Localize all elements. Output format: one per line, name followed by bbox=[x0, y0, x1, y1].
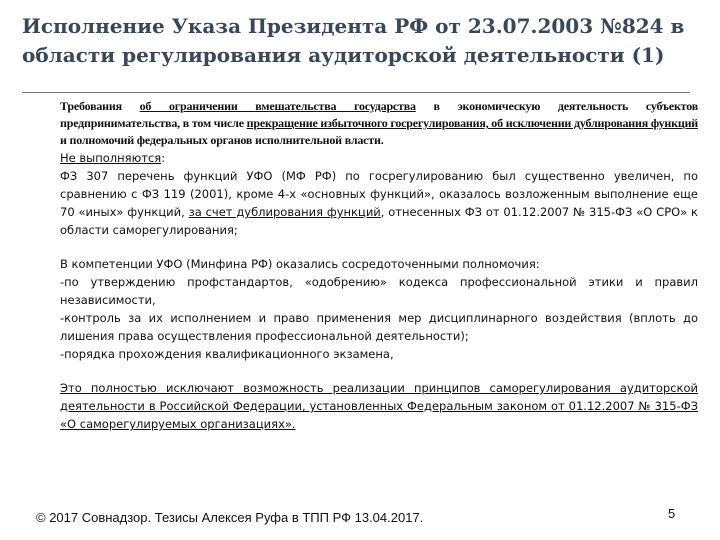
requirement-text-1: Требования bbox=[60, 99, 140, 113]
fz307-text-1: ФЗ 307 перечень функций УФО (МФ РФ) по госрегулированию был существенно увеличен, по сравнению с ФЗ 119 (2001), кроме 4-х «основных функций», оказалось возложенным выполнение еще 70 «иных» функций, bbox=[60, 169, 698, 219]
requirement-text-2: в экономическую деятельность субъектов предпринимательства, в том числе bbox=[60, 99, 698, 130]
footer-copyright: © 2017 Совнадзор. Тезисы Алексея Руфа в ТПП РФ 13.04.2017. bbox=[36, 510, 424, 525]
slide-title: Исполнение Указа Президента РФ от 23.07.2003 №824 в области регулирования аудиторской деятельности (1) bbox=[22, 14, 685, 67]
page-number: 5 bbox=[668, 506, 676, 521]
not-done-label: Не выполняются bbox=[60, 151, 162, 165]
requirement-underlined-1: об ограничении вмешательства государства bbox=[139, 99, 416, 113]
requirement-underlined-2: прекращение избыточного госрегулирования, об исключении дублирования функций bbox=[246, 116, 698, 130]
competence-item: -порядка прохождения квалификационного экзамена, bbox=[60, 347, 394, 361]
conclusion-paragraph: Это полностью исключают возможность реализации принципов саморегулирования аудиторской деятельности в Российской Федерации, установленных Федеральным законом от 01.12.2007 № 315-ФЗ «О саморегулируемых организациях». bbox=[60, 381, 698, 431]
fz307-paragraph bbox=[60, 167, 698, 239]
not-done-line bbox=[60, 149, 698, 167]
fz307-underlined: за счет дублирования функций bbox=[188, 205, 381, 219]
requirement-text-3: и полномочий федеральных органов исполнительной власти. bbox=[60, 133, 384, 147]
title-divider bbox=[22, 92, 690, 93]
paragraph-gap bbox=[60, 239, 698, 255]
slide-body bbox=[60, 98, 698, 433]
requirement-paragraph bbox=[60, 98, 698, 149]
not-done-colon: : bbox=[161, 151, 166, 165]
competence-intro: В компетенции УФО (Минфина РФ) оказались сосредоточенными полномочия: bbox=[60, 257, 540, 271]
fz307-text-2: , отнесенных ФЗ от 01.12.2007 № 315-ФЗ «О СРО» к области саморегулирования; bbox=[60, 205, 698, 237]
competence-item: -по утверждению профстандартов, «одобрению» кодекса профессиональной этики и правил независимости, bbox=[60, 275, 698, 307]
paragraph-gap bbox=[60, 363, 698, 379]
competence-item: -контроль за их исполнением и право применения мер дисциплинарного воздействия (вплоть до лишения права осуществления профессиональной деятельности); bbox=[60, 311, 698, 343]
